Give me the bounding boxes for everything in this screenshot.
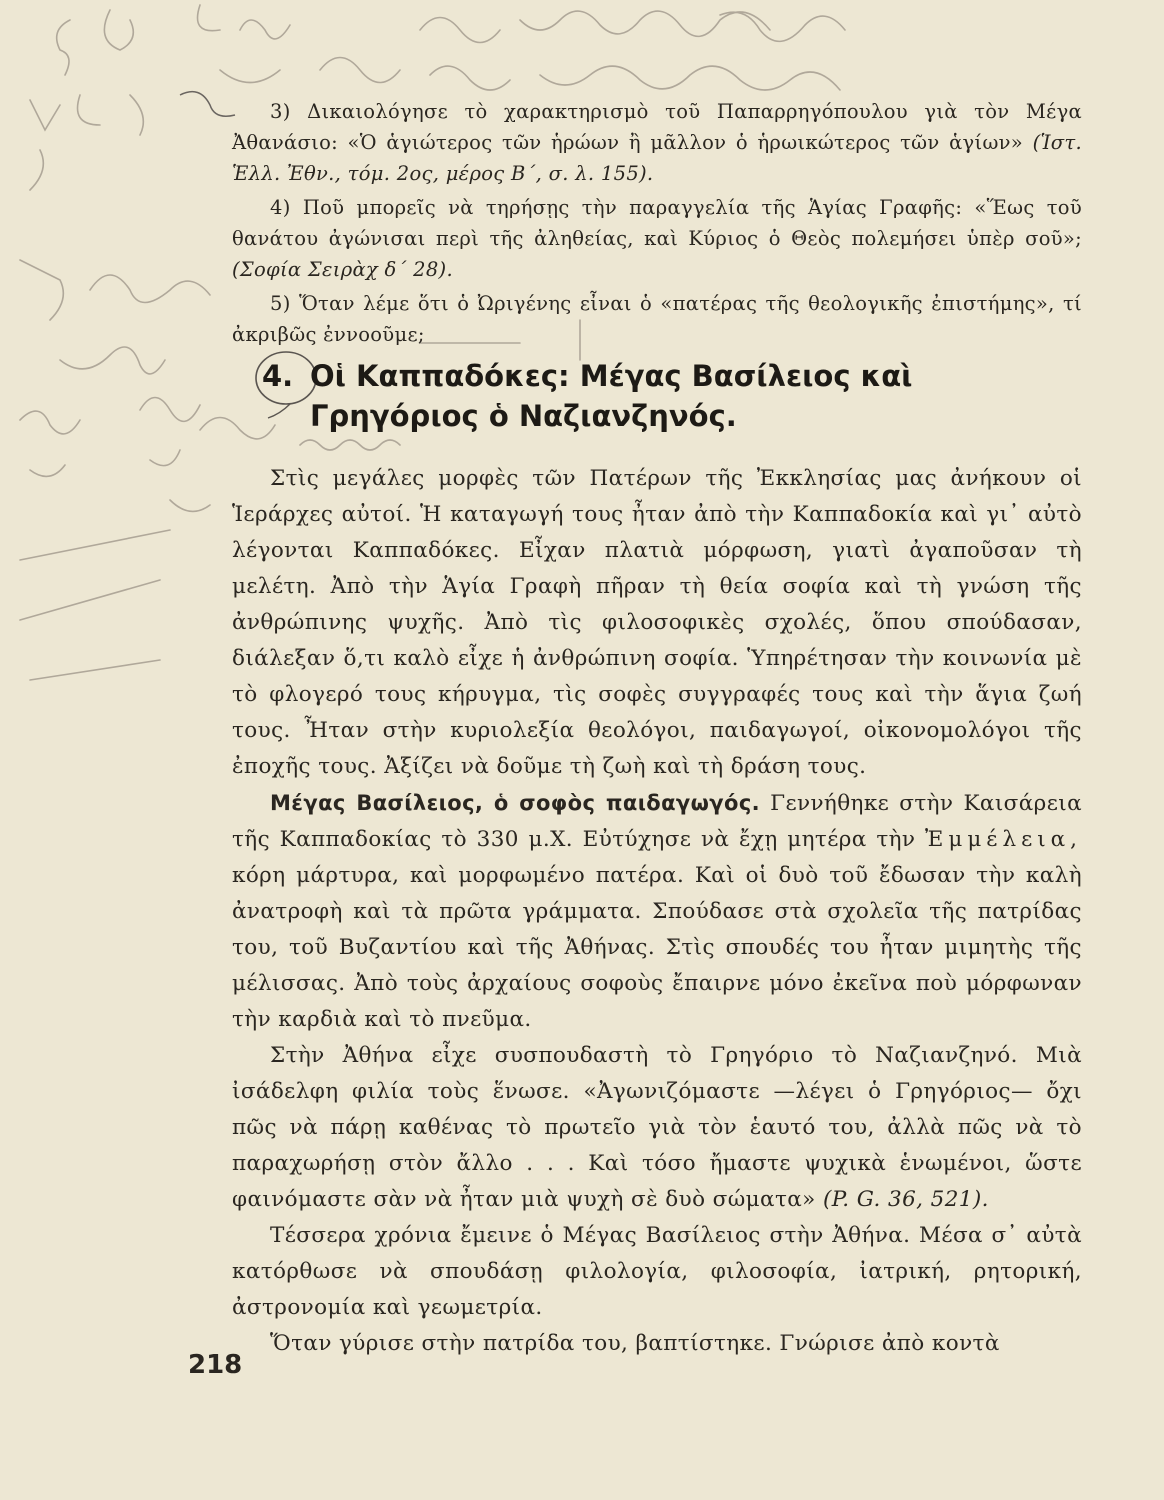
paragraph-3: [232, 1038, 1082, 1218]
paragraph-1: Στὶς μεγάλες μορφὲς τῶν Πατέρων τῆς Ἐκκλησίας μας ἀνήκουν οἱ Ἱεράρχες αὐτοί. Ἡ καταγωγή τους ἦταν ἀπὸ τὴν Καππαδοκία καὶ γι᾽ αὐτὸ λέγονται Καππαδόκες. Εἶχαν πλατιὰ μόρφωση, γιατὶ ἀγαποῦσαν τὴ μελέτη. Ἀπὸ τὴν Ἁγία Γραφὴ πῆραν τὴ θεία σοφία καὶ τὴ γνώση τῆς ἀνθρώπινης ψυχῆς. Ἀπὸ τὶς φιλοσοφικὲς σχολές, ὅπου σπούδασαν, διάλεξαν ὅ,τι καλὸ εἶχε ἡ ἀνθρώπινη σοφία. Ὑπηρέτησαν τὴν κοινωνία μὲ τὸ φλογερό τους κήρυγμα, τὶς σοφὲς συγγραφές τους καὶ τὴν ἅγια ζωή τους. Ἦταν στὴν κυριολεξία θεολόγοι, παιδαγωγοί, οἰκονομολόγοι τῆς ἐποχῆς τους. Ἀξίζει νὰ δοῦμε τὴ ζωὴ καὶ τὴ δράση τους.: [232, 466, 1082, 779]
question-4: [232, 192, 1082, 285]
question-number: 5): [270, 292, 291, 315]
page-number: 218: [188, 1350, 243, 1380]
paragraph-3-text: Στὴν Ἀθήνα εἶχε συσπουδαστὴ τὸ Γρηγόριο τὸ Ναζιανζηνό. Μιὰ ἰσάδελφη φιλία τοὺς ἕνωσε. «Ἀγωνιζόμαστε —λέγει ὁ Γρηγόριος— ὄχι πῶς νὰ πάρῃ καθένας τὸ πρωτεῖο γιὰ τὸν ἑαυτό του, ἀλλὰ πῶς νὰ τὸ παραχωρήσῃ στὸν ἄλλο . . . Καὶ τόσο ἤμαστε ψυχικὰ ἑνωμένοι, ὥστε φαινόμαστε σὰν νὰ ἦταν μιὰ ψυχὴ σὲ δυὸ σώματα»: [232, 1043, 1082, 1212]
question-number: 3): [270, 100, 291, 123]
question-number: 4): [270, 196, 291, 219]
section-heading: [262, 356, 1062, 436]
name-emmeleia: Ἐμμέλεια,: [925, 827, 1082, 852]
section-title-line-2: Γρηγόριος ὁ Ναζιανζηνός.: [310, 399, 737, 433]
paragraph-3-citation: (P. G. 36, 521).: [822, 1187, 989, 1212]
question-citation: (Ἱστ. Ἑλλ. Ἐθν., τόμ. 2ος, μέρος Β΄, σ. λ. 155).: [232, 131, 1082, 185]
section-number: 4.: [262, 359, 294, 393]
question-text: Ὅταν λέμε ὅτι ὁ Ὠριγένης εἶναι ὁ «πατέρας τῆς θεολογικῆς ἐπιστήμης», τί ἀκριβῶς ἐννοοῦμε;: [232, 292, 1082, 346]
review-questions: [232, 96, 1082, 353]
section-title-line-1: Οἱ Καππαδόκες: Μέγας Βασίλειος καὶ: [310, 359, 913, 393]
paragraph-2: [232, 785, 1082, 1038]
paragraph-2-text-b: κόρη μάρτυρα, καὶ μορφωμένο πατέρα. Καὶ οἱ δυὸ τοῦ ἔδωσαν τὴν καλὴ ἀνατροφὴ καὶ τὰ πρῶτα γράμματα. Σπούδασε στὰ σχολεῖα τῆς πατρίδας του, τοῦ Βυζαντίου καὶ τῆς Ἀθήνας. Στὶς σπουδές του ἦταν μιμητὴς τῆς μέλισσας. Ἀπὸ τοὺς ἀρχαίους σοφοὺς ἔπαιρνε μόνο ἐκεῖνα ποὺ μόρφωναν τὴν καρδιὰ καὶ τὸ πνεῦμα.: [232, 863, 1082, 1032]
question-citation: (Σοφία Σειρὰχ δ΄ 28).: [232, 258, 453, 281]
question-text: Δικαιολόγησε τὸ χαρακτηρισμὸ τοῦ Παπαρρηγόπουλου γιὰ τὸν Μέγα Ἀθανάσιο: «Ὁ ἁγιώτερος τῶν ἡρώων ἢ μᾶλλον ὁ ἡρωικώτερος τῶν ἁγίων»: [232, 100, 1083, 154]
body-text: [232, 461, 1082, 1362]
question-5: [232, 288, 1082, 350]
question-text: Ποῦ μπορεῖς νὰ τηρήσῃς τὴν παραγγελία τῆς Ἁγίας Γραφῆς: «Ἕως τοῦ θανάτου ἀγώνισαι περὶ τῆς ἀληθείας, καὶ Κύριος ὁ Θεὸς πολεμήσει ὑπὲρ σοῦ»;: [232, 196, 1083, 250]
paragraph-4: Τέσσερα χρόνια ἔμεινε ὁ Μέγας Βασίλειος στὴν Ἀθήνα. Μέσα σ᾽ αὐτὰ κατόρθωσε νὰ σπουδάσῃ φιλολογία, φιλοσοφία, ἰατρική, ρητορική, ἀστρονομία καὶ γεωμετρία.: [232, 1223, 1082, 1320]
paragraph-5: Ὅταν γύρισε στὴν πατρίδα του, βαπτίστηκε. Γνώρισε ἀπὸ κοντὰ: [270, 1331, 1000, 1356]
paragraph-2-text-a: Γεννήθηκε στὴν Καισάρεια τῆς Καππαδοκίας τὸ 330 μ.Χ. Εὐτύχησε νὰ ἔχῃ μητέρα τὴν: [232, 791, 1083, 852]
subheading-basil: Μέγας Βασίλειος, ὁ σοφὸς παιδαγωγός.: [270, 791, 761, 815]
question-3: [232, 96, 1082, 189]
